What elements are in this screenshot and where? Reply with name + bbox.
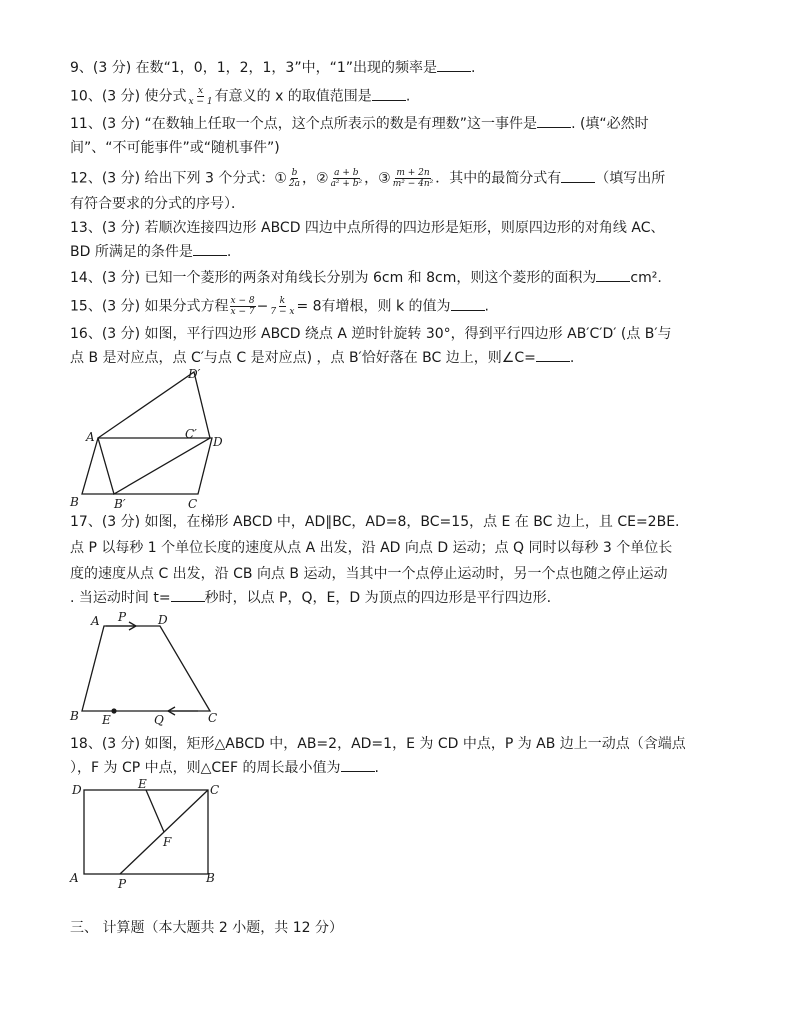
label-b: B [70, 495, 79, 509]
fraction [188, 86, 214, 107]
q17-line2: 点 P 以每秒 1 个单位长度的速度从点 A 出发，沿 AD 向点 D 运动；点 Q 同时以每秒 3 个单位长 [70, 540, 673, 556]
label-c: C [188, 497, 198, 511]
label-d: D [158, 613, 168, 627]
q10-end: . [405, 88, 411, 105]
question-10 [70, 86, 410, 107]
figure-18-rectangle [64, 774, 234, 892]
denominator: a² + b² [330, 179, 363, 189]
fraction-2 [330, 168, 364, 189]
minus-sign: − [256, 298, 269, 315]
numerator: a + b [334, 168, 359, 178]
label-p: P [118, 610, 127, 624]
q14-end: cm². [630, 270, 662, 286]
label-a: A [91, 614, 100, 628]
denominator: x − 1 [188, 97, 213, 107]
label-a: A [86, 430, 95, 444]
q18-end: . [374, 760, 379, 776]
section-3-title: 三、 计算题（本大题共 2 小题，共 12 分） [70, 920, 343, 936]
answer-blank[interactable] [561, 182, 595, 183]
figure-16-parallelogram [64, 362, 234, 514]
answer-blank[interactable] [536, 361, 570, 362]
label-d: D [72, 783, 82, 797]
q13-line2: BD 所满足的条件是 [70, 244, 193, 260]
fraction-1 [230, 296, 256, 317]
q13-end: . [226, 244, 232, 260]
question-9 [70, 58, 475, 78]
q11-line1-tail: . (填“必然时 [571, 116, 649, 132]
figure-17-trapezoid [64, 608, 234, 730]
numerator: b [291, 168, 298, 178]
q13-line1: 13、(3 分) 若顺次连接四边形 ABCD 四边中点所得的四边形是矩形，则原四边形的对角线 AC、 [70, 220, 665, 236]
q12-pre: 12、(3 分) 给出下列 3 个分式：① [70, 170, 287, 187]
question-13-line2 [70, 242, 231, 262]
label-b: B [206, 871, 215, 885]
label-b-prime: B′ [114, 497, 126, 511]
q17-line1: 17、(3 分) 如图，在梯形 ABCD 中，AD∥BC，AD=8，BC=15，点 E 在 BC 边上，且 CE=2BE. [70, 514, 680, 530]
numerator: k [279, 296, 286, 306]
q12-tail: （填写出所 [595, 170, 666, 187]
label-e: E [102, 713, 111, 727]
q11-line1: 11、(3 分) “在数轴上任取一个点，这个点所表示的数是有理数”这一事件是 [70, 116, 538, 132]
q10-post: 有意义的 x 的取值范围是 [214, 88, 372, 105]
q16-end: . [569, 350, 575, 366]
answer-blank[interactable] [451, 310, 485, 311]
q15-end: . [484, 298, 489, 315]
q16-line2: 点 B 是对应点，点 C′与点 C 是对应点) ，点 B′恰好落在 BC 边上，则∠C= [70, 350, 536, 366]
label-f: F [163, 835, 172, 849]
q11-line2: 间”、“不可能事件”或“随机事件”) [70, 140, 280, 156]
q15-post: = 8有增根，则 k 的值为 [296, 298, 451, 315]
q15-pre: 15、(3 分) 如果分式方程 [70, 298, 229, 315]
answer-blank[interactable] [171, 601, 205, 602]
answer-blank[interactable] [341, 771, 375, 772]
label-b: B [70, 709, 79, 723]
parallelogram-abcd [82, 438, 212, 494]
question-15 [70, 296, 489, 317]
answer-blank[interactable] [596, 281, 630, 282]
q16-line1: 16、(3 分) 如图，平行四边形 ABCD 绕点 A 逆时针旋转 30°，得到平行四边形 AB′C′D′ (点 B′与 [70, 326, 672, 342]
q10-pre: 10、(3 分) 使分式 [70, 88, 187, 105]
answer-blank[interactable] [437, 71, 471, 72]
q14-text: 14、(3 分) 已知一个菱形的两条对角线长分别为 6cm 和 8cm，则这个菱形的面积为 [70, 270, 597, 286]
q18-line1: 18、(3 分) 如图，矩形△ABCD 中，AB=2，AD=1，E 为 CD 中点，P 为 AB 边上一动点（含端点 [70, 736, 686, 752]
label-a: A [70, 871, 79, 885]
q17-line3: 度的速度从点 C 出发，沿 CB 向点 B 运动，当其中一个点停止运动时，另一个点也随之停止运动 [70, 566, 668, 582]
q12-line2: 有符合要求的分式的序号）． [70, 196, 245, 212]
q9-end: . [471, 60, 476, 76]
q12-mid2: ，③ [364, 170, 391, 187]
question-17-line4 [70, 588, 551, 608]
question-12 [70, 168, 665, 189]
trapezoid-abcd [82, 626, 210, 711]
label-c: C [208, 711, 218, 725]
answer-blank[interactable] [537, 127, 571, 128]
denominator: 7 − x [270, 307, 295, 317]
label-p: P [118, 877, 127, 891]
fraction-3 [392, 168, 435, 189]
question-11 [70, 114, 649, 134]
label-e: E [138, 777, 147, 791]
label-d-prime: D′ [188, 367, 201, 381]
answer-blank[interactable] [372, 100, 406, 101]
q18-line2-pre: ），F 为 CP 中点，则△CEF 的周长最小值为 [70, 760, 341, 776]
denominator: x − 7 [230, 307, 255, 317]
segment-ef [146, 790, 164, 832]
denominator: 2a [288, 179, 300, 189]
fraction-1 [288, 168, 301, 189]
point-e [111, 708, 116, 713]
q12-post: ．其中的最简分式有 [435, 170, 562, 187]
numerator: x − 8 [230, 296, 255, 306]
q17-line4-pre: . 当运动时间 t= [70, 590, 171, 606]
label-q: Q [154, 713, 164, 727]
label-d: D [213, 435, 223, 449]
question-14 [70, 268, 662, 288]
rectangle-abcd [84, 790, 208, 874]
denominator: m² − 4n² [392, 179, 434, 189]
label-c: C [210, 783, 220, 797]
numerator: m + 2n [396, 168, 430, 178]
q9-text: 9、(3 分) 在数“1，0，1，2，1，3”中，“1”出现的频率是 [70, 60, 437, 76]
q17-line4-post: 秒时，以点 P，Q，E，D 为顶点的四边形是平行四边形. [204, 590, 552, 606]
fraction-2 [269, 296, 295, 317]
label-c-prime: C′ [185, 427, 197, 441]
answer-blank[interactable] [193, 255, 227, 256]
numerator: x [198, 86, 204, 96]
q12-mid1: ，② [302, 170, 329, 187]
